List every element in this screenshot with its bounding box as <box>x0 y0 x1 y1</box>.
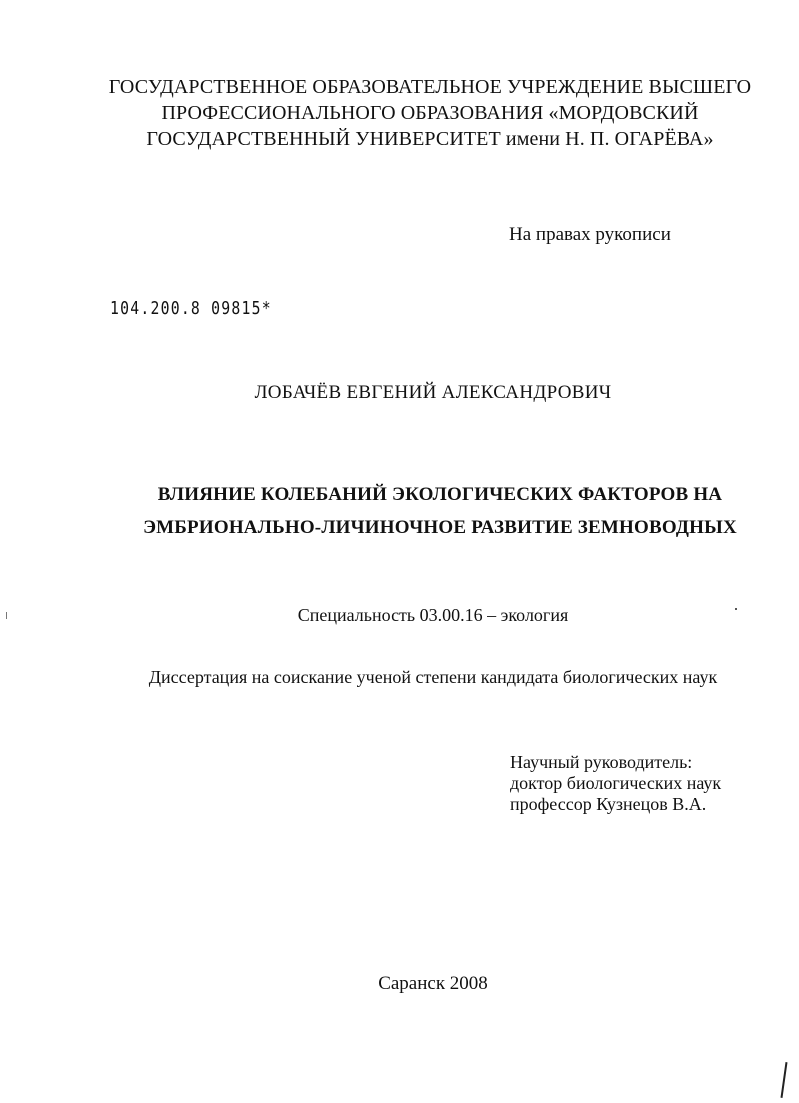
specialty: Специальность 03.00.16 – экология <box>297 605 569 625</box>
thesis-title-line: ЭМБРИОНАЛЬНО-ЛИЧИНОЧНОЕ РАЗВИТИЕ ЗЕМНОВОДНЫХ <box>143 517 737 538</box>
registration-number: 104.200.8 09815* <box>110 298 272 319</box>
institution-line: ГОСУДАРСТВЕННОЕ ОБРАЗОВАТЕЛЬНОЕ УЧРЕЖДЕНИЕ ВЫСШЕГО <box>108 76 752 98</box>
supervisor-line: профессор Кузнецов В.А. <box>510 794 707 814</box>
scan-speck <box>735 608 737 610</box>
scan-mark <box>781 1062 788 1098</box>
institution-header <box>60 74 799 152</box>
institution-line: ПРОФЕССИОНАЛЬНОГО ОБРАЗОВАНИЯ «МОРДОВСКИЙ <box>161 102 699 124</box>
institution-line: ГОСУДАРСТВЕННЫЙ УНИВЕРСИТЕТ имени Н. П. ОГАРЁВА» <box>146 128 714 150</box>
thesis-title-line: ВЛИЯНИЕ КОЛЕБАНИЙ ЭКОЛОГИЧЕСКИХ ФАКТОРОВ НА <box>157 484 723 505</box>
city-year: Саранск 2008 <box>378 973 488 994</box>
author-name: ЛОБАЧЁВ ЕВГЕНИЙ АЛЕКСАНДРОВИЧ <box>254 382 612 403</box>
thesis-title <box>0 478 799 544</box>
supervisor-block <box>510 752 721 815</box>
supervisor-line: доктор биологических наук <box>510 773 722 793</box>
manuscript-note: На правах рукописи <box>509 224 671 245</box>
degree-statement: Диссертация на соискание ученой степени кандидата биологических наук <box>148 667 718 687</box>
supervisor-line: Научный руководитель: <box>510 752 693 772</box>
scan-speck <box>6 612 7 619</box>
